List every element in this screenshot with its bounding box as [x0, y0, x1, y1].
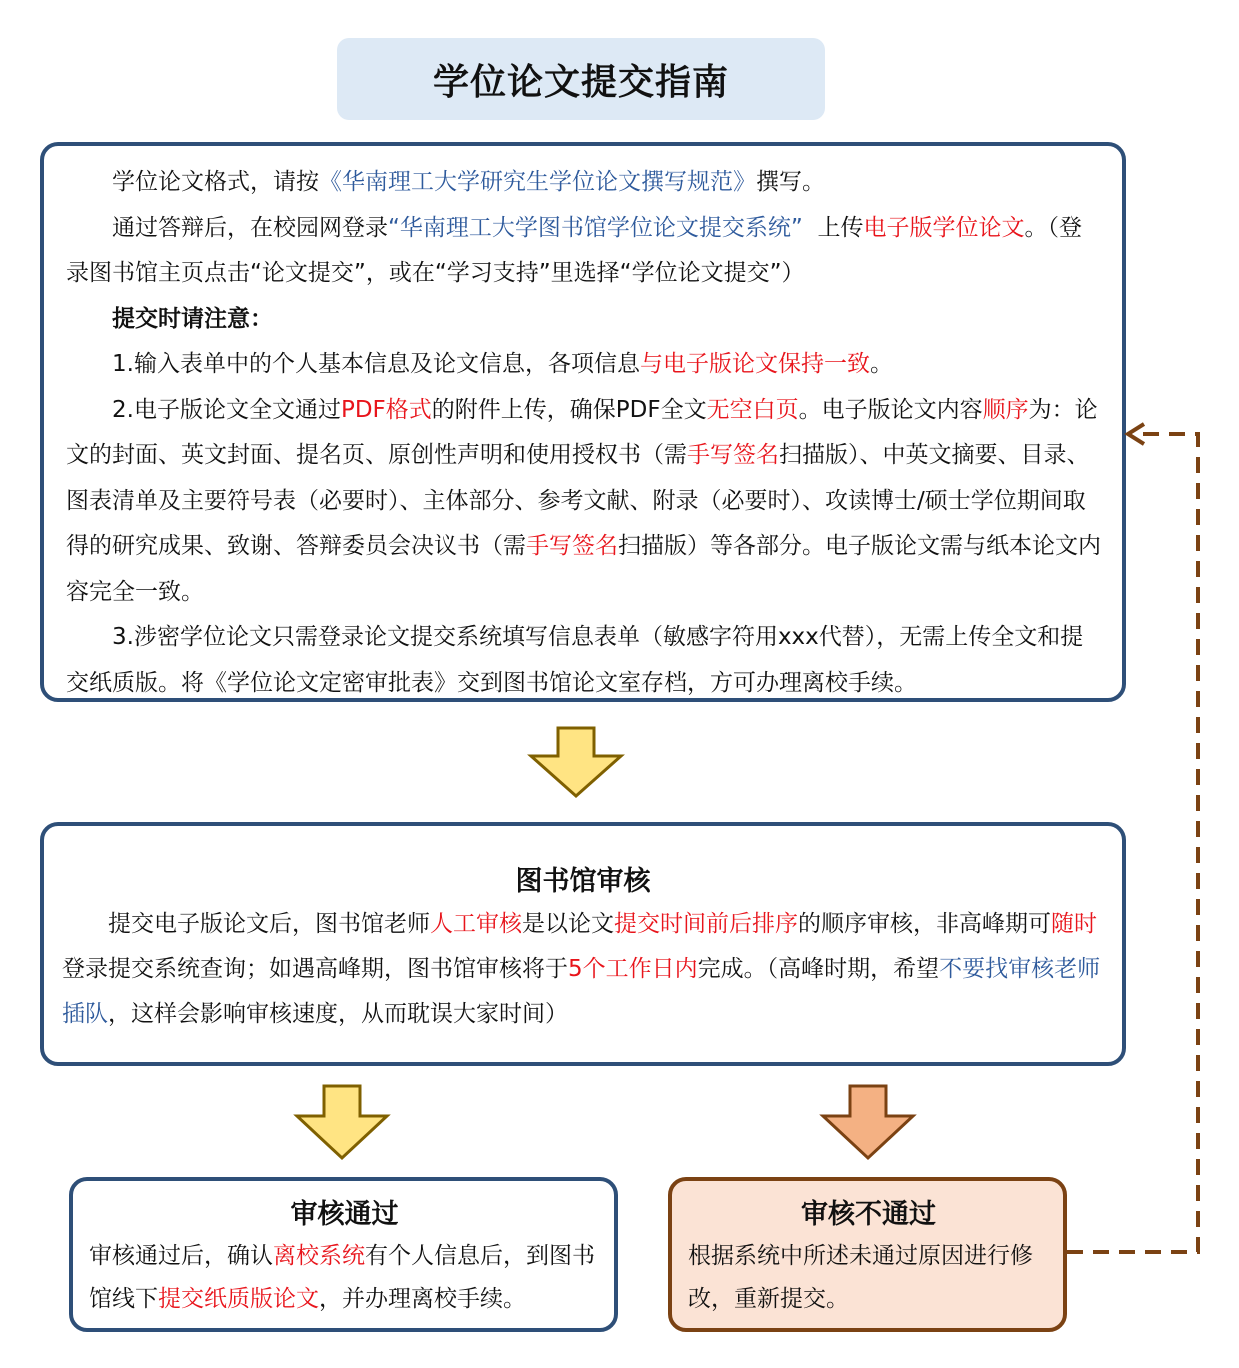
item2-text-1: 2.电子版论文全文通过	[112, 396, 341, 423]
down-arrow-icon	[531, 728, 621, 796]
item2-text-2: 的附件上传，确保PDF全文	[431, 396, 707, 423]
item2-highlight-no-blank: 无空白页	[706, 396, 799, 423]
format-spec-link[interactable]: 《华南理工大学研究生学位论文撰写规范》	[319, 169, 756, 195]
review-highlight-order: 提交时间前后排序	[614, 911, 798, 937]
review-highlight-no-cutting: 不要找审核老师插队	[62, 956, 1101, 1027]
electronic-thesis-highlight: 电子版学位论文	[863, 214, 1025, 241]
review-highlight-manual: 人工审核	[430, 911, 522, 937]
review-highlight-days: 5个工作日内	[568, 956, 698, 982]
review-text-5: 完成。（高峰时期，希望	[697, 956, 940, 982]
item2-text-4: 为：论文的封面、英文封面、提名页、原创性声明和使用授权书（需	[66, 396, 1098, 468]
pass-text-3: ，并办理离校手续。	[319, 1286, 526, 1312]
format-text: 学位论文格式，请按	[112, 169, 319, 195]
fail-title: 审核不通过	[801, 1199, 936, 1230]
item2-highlight-signature-2: 手写签名	[526, 533, 618, 559]
pass-title: 审核通过	[290, 1199, 399, 1230]
item1-text-end: 。	[869, 351, 893, 377]
upload-mid-text: 上传	[817, 214, 864, 241]
item2-highlight-order: 顺序	[982, 396, 1029, 423]
upload-note-text: 。（登录图书馆主页点击“论文提交”，或在“学习支持”里选择“学位论文提交”）	[66, 214, 1082, 286]
pass-highlight-paper: 提交纸质版论文	[158, 1286, 319, 1312]
pass-arrow-icon	[297, 1086, 387, 1158]
review-text-4: 登录提交系统查询；如遇高峰期，图书馆审核将于	[62, 956, 568, 982]
item2-text-5: 扫描版）、中英文摘要、目录、图表清单及主要符号表（必要时）、主体部分、参考文献、附录（必要时）、攻读博士/硕士学位期间取得的研究成果、致谢、答辩委员会决议书（需	[66, 442, 1090, 559]
submission-system-link[interactable]: “华南理工大学图书馆学位论文提交系统”	[388, 214, 803, 241]
format-text-end: 撰写。	[756, 169, 825, 195]
review-text-1: 提交电子版论文后，图书馆老师	[108, 911, 430, 937]
resubmit-dashed-connector	[1067, 434, 1198, 1252]
item2-text-6: 扫描版）等各部分。电子版论文需与纸本论文内容完全一致。	[66, 533, 1101, 605]
item1-text: 1.输入表单中的个人基本信息及论文信息，各项信息	[112, 351, 640, 377]
pass-text-1: 审核通过后，确认	[89, 1243, 273, 1269]
item1-highlight: 与电子版论文保持一致	[639, 351, 870, 377]
pass-highlight-system: 离校系统	[273, 1243, 365, 1269]
review-highlight-anytime: 随时	[1051, 911, 1097, 937]
item2-highlight-pdf: PDF格式	[340, 396, 432, 423]
notice-item-3: 3.涉密学位论文只需登录论文提交系统填写信息表单（敏感字符用xxx代替），无需上传全文和提交纸质版。将《学位论文定密审批表》交到图书馆论文室存档，方可办理离校手续。	[66, 624, 1084, 696]
notice-heading: 提交时请注意：	[112, 305, 273, 332]
review-text-3: 的顺序审核，非高峰期可	[798, 911, 1051, 937]
fail-text: 根据系统中所述未通过原因进行修改，重新提交。	[688, 1243, 1033, 1312]
item2-text-3: 。电子版论文内容	[798, 396, 983, 423]
page-title: 学位论文提交指南	[432, 61, 729, 103]
resubmit-arrowhead-icon	[1128, 424, 1144, 444]
review-text-6: ，这样会影响审核速度，从而耽误大家时间）	[108, 1001, 568, 1027]
upload-text: 通过答辩后，在校园网登录	[112, 214, 388, 241]
pass-text-2: 有个人信息后，到图书馆线下	[89, 1243, 595, 1312]
fail-arrow-icon	[823, 1086, 913, 1158]
item2-highlight-signature: 手写签名	[687, 442, 779, 468]
review-text-2: 是以论文	[522, 911, 614, 937]
review-title: 图书馆审核	[515, 866, 651, 897]
